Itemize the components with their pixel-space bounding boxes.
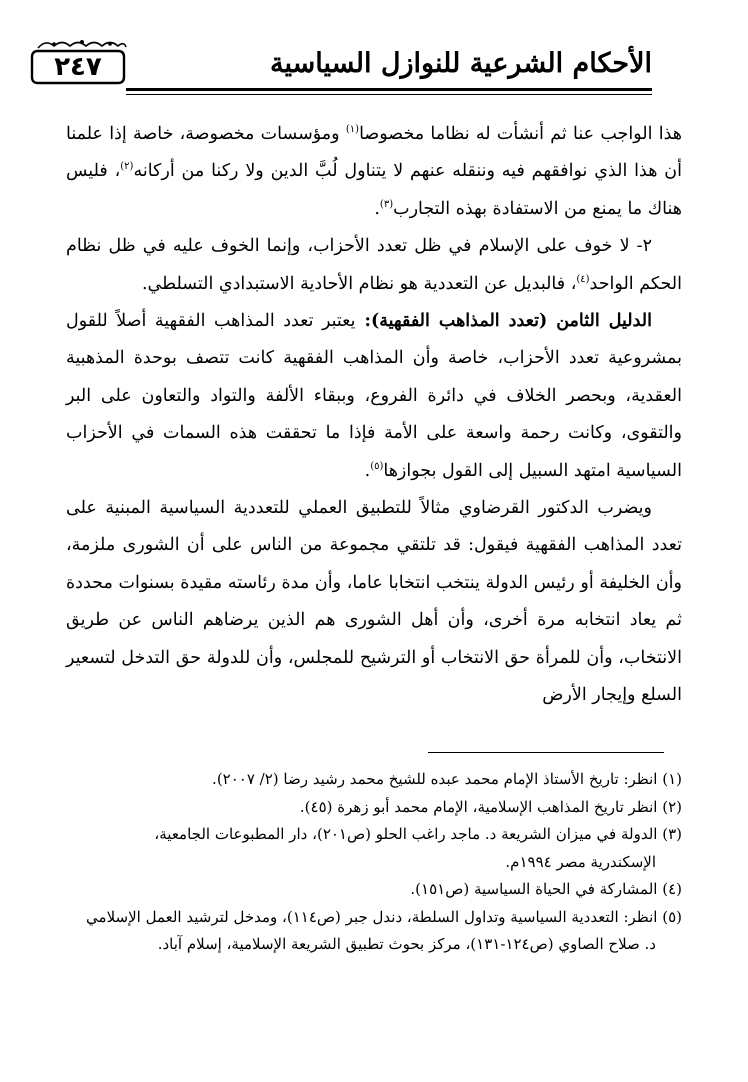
text-run: ٢- لا خوف على الإسلام في ظل تعدد الأحزاب، وإنما الخوف عليه في ظل نظام الحكم الواحد — [66, 236, 682, 294]
text-run: ، فليس هناك ما يمنع من الاستفادة بهذه التجارب — [66, 161, 682, 219]
text-run: يعتبر تعدد المذاهب الفقهية أصلاً للقول بمشروعية تعدد الأحزاب، خاصة وأن المذاهب الفقهية كانت تتصف بوحدة المذهبية العقدية، وبحصر الخلاف في دائرة الفروع، وببقاء الألفة والتواد والتعاون على البر والتقوى، وكانت رحمة واسعة على الأمة فإذا ما تحققت هذه السمات في الأحزاب السياسية امتهد السبيل إلى القول بجوازها — [66, 311, 682, 481]
footnote-separator — [428, 752, 664, 753]
footnote-3: (٣) الدولة في ميزان الشريعة د. ماجد راغب الحلو (ص٢٠١)، دار المطبوعات الجامعية، — [154, 825, 682, 843]
footnote-4: (٤) المشاركة في الحياة السياسية (ص١٥١). — [410, 880, 682, 898]
footnote-ref: (٥) — [370, 460, 384, 472]
footnote-ref: (٢) — [120, 161, 134, 173]
footnote-5: (٥) انظر: التعددية السياسية وتداول السلطة، دندل جبر (ص١١٤)، ومدخل لترشيد العمل الإسلامي — [86, 907, 682, 926]
text-run: ، فالبديل عن التعددية هو نظام الأحادية الاستبدادي التسلطي. — [141, 273, 577, 294]
header-rule-thin — [126, 94, 652, 95]
text-run: ومؤسسات مخصوصة، خاصة إذا علمنا أن هذا الذي نوافقهم فيه وننقله عنهم لا يتناول لُبَّ الدين ولا ركنا من أركانه — [66, 124, 683, 182]
footnote-2: (٢) انظر تاريخ المذاهب الإسلامية، الإمام محمد أبو زهرة (٤٥). — [299, 797, 682, 816]
footnote-1: (١) انظر: تاريخ الأستاذ الإمام محمد عبده للشيخ محمد رشيد رضا (٢/ ٢٠٠٧). — [212, 770, 682, 788]
main-text — [66, 116, 682, 715]
paragraph-1 — [66, 116, 682, 228]
footnote-ref: (٤) — [576, 273, 590, 285]
footnotes — [66, 766, 682, 959]
paragraph-3 — [66, 303, 682, 490]
text-run: هذا الواجب عنا ثم أنشأت له نظاما مخصوصا — [359, 124, 682, 144]
page-number: ٢٤٧ — [54, 52, 102, 82]
section-heading: الدليل الثامن (تعدد المذاهب الفقهية): — [355, 311, 652, 332]
book-title: الأحكام الشرعية للنوازل السياسية — [270, 48, 652, 79]
footnote-ref: (١) — [345, 124, 360, 136]
page-number-frame — [30, 48, 126, 86]
paragraph-4: ويضرب الدكتور القرضاوي مثالاً للتطبيق العملي للتعددية السياسية المبنية على تعدد المذاهب الفقهية فيقول: قد تلتقي مجموعة من الناس على أن الشورى ملزمة، وأن الخليفة أو رئيس الدولة ينتخب انتخابا عاما، وأن مدة رئاسته مقيدة بسنوات محددة ثم يعاد انتخابه مرة أخرى، وأن أهل الشورى هم الذين يرضاهم الناس عن طريق الانتخاب، وأن للمرأة حق الانتخاب أو الترشيح للمجلس، وأن للدولة حق التدخل لتسعير السلع وإيجار الأرض — [66, 498, 682, 706]
text-run: . — [374, 198, 380, 219]
footnote-ref: (٣) — [379, 198, 394, 210]
footnote-5-continued: د. صلاح الصاوي (ص١٢٤-١٣١)، مركز بحوث تطبيق الشريعة الإسلامية، إسلام آباد. — [157, 935, 656, 953]
page-header — [30, 38, 652, 94]
header-rule — [126, 88, 652, 91]
paragraph-2 — [66, 228, 682, 303]
text-run: . — [364, 460, 371, 481]
footnote-3-continued: الإسكندرية مصر ١٩٩٤م. — [505, 852, 656, 871]
